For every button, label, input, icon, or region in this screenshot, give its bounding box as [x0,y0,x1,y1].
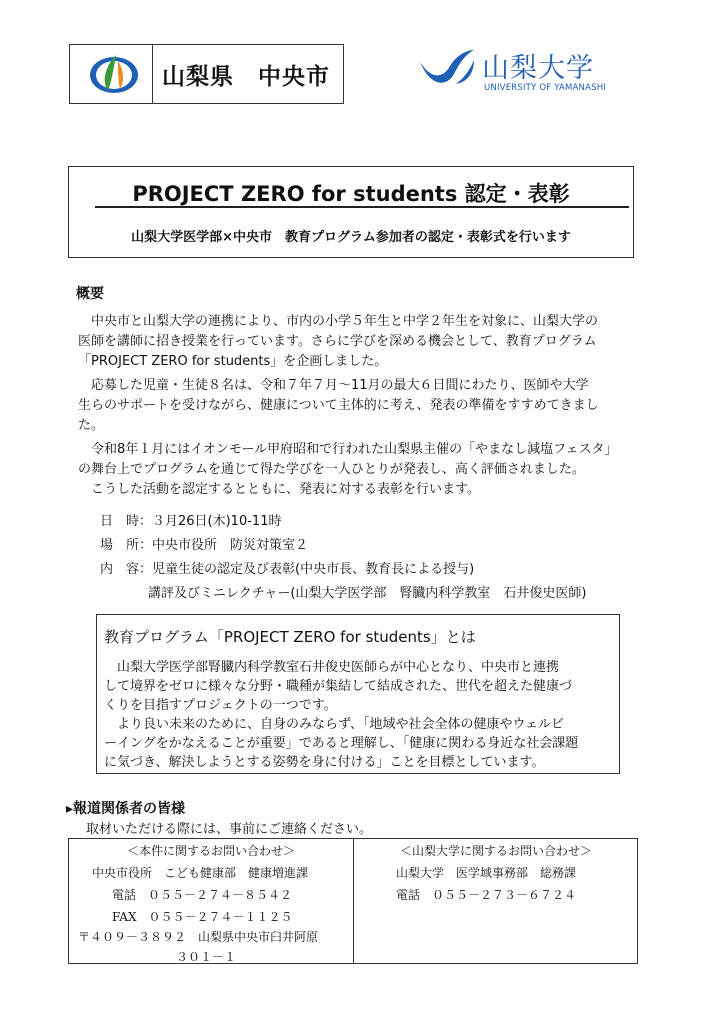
yamanashi-univ-mark-icon [416,44,478,94]
yamanashi-univ-name-jp: 山梨大学 [482,53,594,84]
overview-p3-line2: の舞台上でプログラムを通じて得た学びを一人ひとりが発表し、高く評価されました。 [78,462,585,477]
page-subtitle: 山梨大学医学部×中央市 教育プログラム参加者の認定・表彰式を行います [131,230,571,245]
contact-left-address: 〒４０９－３８９２ 山梨県中央市臼井阿原 [78,930,319,944]
logo-divider [152,44,153,104]
overview-heading: 概要 [76,286,104,302]
overview-p2-line3: た。 [78,418,105,433]
overview-p1-line2: 医師を講師に招き授業を行っています。さらに学びを深める機会として、教育プログラム [78,334,597,349]
program-line-6: に気づき、解決しようとする姿勢を身に付ける」ことを目標としています。 [104,755,545,770]
program-line-2: して境界をゼロに様々な分野・職種が集結して結成された、世代を超えた健康づ [104,679,573,694]
yamanashi-univ-name-en: UNIVERSITY OF YAMANASHI [484,83,607,93]
contact-right-phone: 電話 ０５５－２７３－６７２４ [396,888,577,902]
contact-left-phone: 電話 ０５５－２７４－８５４２ [112,888,293,902]
program-heading: 教育プログラム「PROJECT ZERO for students」とは [104,628,476,646]
program-line-5: ーイングをかなえることが重要」であると理解し、「健康に関わる身近な社会課題 [104,736,579,751]
program-line-1: 山梨大学医学部腎臓内科学教室石井俊史医師らが中心となり、中央市と連携 [104,660,560,675]
press-heading: ▸報道関係者の皆様 [66,801,186,817]
overview-p3-line3: こうした活動を認定するとともに、発表に対する表彰を行います。 [78,482,480,497]
program-line-3: くりを目指すプロジェクトの一つです。 [104,698,337,713]
contact-left-address-2: ３０１－１ [176,950,237,964]
event-content: 内 容：児童生徒の認定及び表彰(中央市長、教育長による授与) [100,562,475,577]
overview-p2-line2: 生らのサポートを受けながら、健康について主体的に考え、発表の準備をすすめてきまし [78,398,599,413]
press-note: 取材いただける際には、事前にご連絡ください。 [86,822,373,837]
program-line-4: より良い未来のために、自身のみならず、「地域や社会全体の健康やウェルビ [104,717,564,732]
overview-p2-line1: 応募した児童・生徒８名は、令和７年７月～11月の最大６日間にわたり、医師や大学 [78,378,589,393]
contact-left-dept: 中央市役所 こども健康部 健康増進課 [92,866,309,880]
contact-right-dept: 山梨大学 医学域事務部 総務課 [396,866,577,880]
event-place: 場 所：中央市役所 防災対策室２ [100,538,309,553]
overview-p1-line3: 「PROJECT ZERO for students」を企画しました。 [78,354,388,369]
contact-left-heading: ＜本件に関するお問い合わせ＞ [126,844,295,858]
overview-p1-line1: 中央市と山梨大学の連携により、市内の小学５年生と中学２年生を対象に、山梨大学の [78,314,599,329]
overview-p3-line1: 令和8年１月にはイオンモール甲府昭和で行われた山梨県主催の「やまなし減塩フェスタ」 [78,442,618,457]
contact-left-fax: FAX ０５５－２７４－１１２５ [112,910,293,924]
title-underline [95,206,629,208]
chuo-city-name: 山梨県 中央市 [162,64,330,90]
contact-right-heading: ＜山梨大学に関するお問い合わせ＞ [399,844,592,858]
page-title: PROJECT ZERO for students 認定・表彰 [132,182,570,206]
chuo-city-emblem-icon [78,49,150,99]
event-date: 日 時：３月26日(木)10-11時 [100,514,282,529]
event-content-2: 講評及びミニレクチャー(山梨大学医学部 腎臓内科学教室 石井俊史医師) [148,586,587,601]
